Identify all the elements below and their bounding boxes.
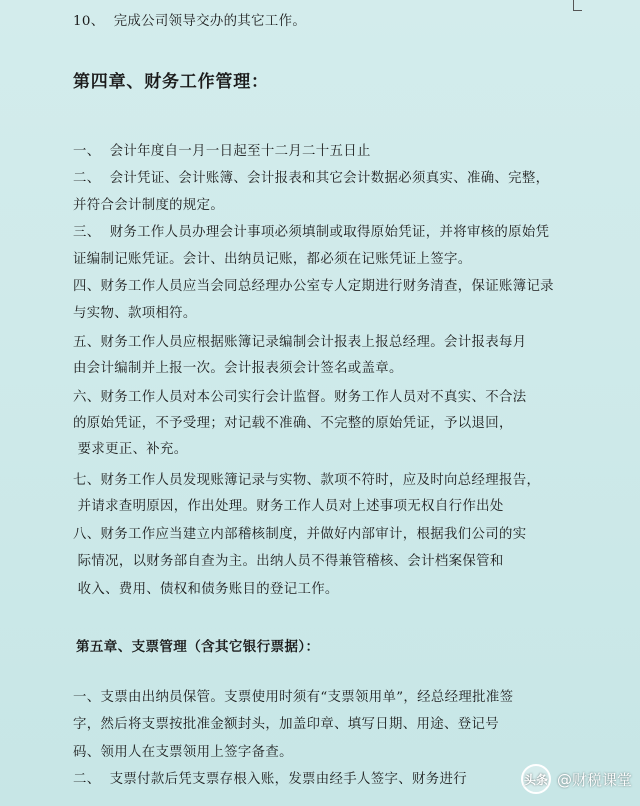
text-line: 码、领用人在支票领用上签字备查。 (73, 745, 293, 760)
text-line: 由会计编制并上报一次。会计报表须会计签名或盖章。 (73, 361, 403, 376)
text-line: 四、财务工作人员应当会同总经理办公室专人定期进行财务清查，保证账簿记录 (73, 279, 554, 294)
text-line: 七、财务工作人员发现账簿记录与实物、款项不符时，应及时向总经理报告， (73, 473, 541, 488)
chapter-4-heading: 第四章、财务工作管理： (73, 72, 269, 92)
text-line: 与实物、款项相符。 (73, 306, 197, 321)
text-line: 并请求查明原因，作出处理。财务工作人员对上述事项无权自行作出处 (73, 499, 504, 514)
text-line: 字，然后将支票按批准金额封头，加盖印章、填写日期、用途、登记号 (73, 717, 499, 732)
watermark (521, 764, 632, 794)
text-line: 一、支票由出纳员保管。支票使用时须有“支票领用单”，经总经理批准签 (73, 690, 514, 705)
text-line: 要求更正、补充。 (73, 442, 188, 457)
text-line: 六、财务工作人员对本公司实行会计监督。财务工作人员对不真实、不合法 (73, 390, 527, 405)
text-line: 三、 财务工作人员办理会计事项必须填制或取得原始凭证，并将审核的原始凭 (73, 225, 550, 240)
text-line: 二、 支票付款后凭支票存根入账，发票由经手人签字、财务进行 (73, 772, 467, 787)
text-line: 证编制记账凭证。会计、出纳员记账，都必须在记账凭证上签字。 (73, 252, 472, 267)
chapter-5-heading: 第五章、支票管理（含其它银行票据）： (76, 639, 320, 655)
text-line: 五、财务工作人员应根据账簿记录编制会计报表上报总经理。会计报表每月 (73, 335, 527, 350)
text-line: 的原始凭证，不予受理；对记载不准确、不完整的原始凭证，予以退回， (73, 416, 513, 431)
watermark-handle: @财税课堂 (556, 770, 632, 789)
text-line: 并符合会计制度的规定。 (73, 198, 225, 213)
page-corner-mark (573, 0, 582, 11)
text-line: 二、 会计凭证、会计账簿、会计报表和其它会计数据必须真实、准确、完整， (73, 171, 550, 186)
text-line: 际情况，以财务部自查为主。出纳人员不得兼管稽核、会计档案保管和 (73, 554, 504, 569)
text-line: 一、 会计年度自一月一日起至十二月二十五日止 (73, 144, 371, 159)
text-line: 收入、费用、债权和债务账目的登记工作。 (73, 582, 339, 597)
text-line: 10、 完成公司领导交办的其它工作。 (73, 14, 307, 29)
text-line: 八、财务工作应当建立内部稽核制度，并做好内部审计，根据我们公司的实 (73, 527, 527, 542)
toutiao-logo-icon: 头条 (521, 764, 551, 794)
